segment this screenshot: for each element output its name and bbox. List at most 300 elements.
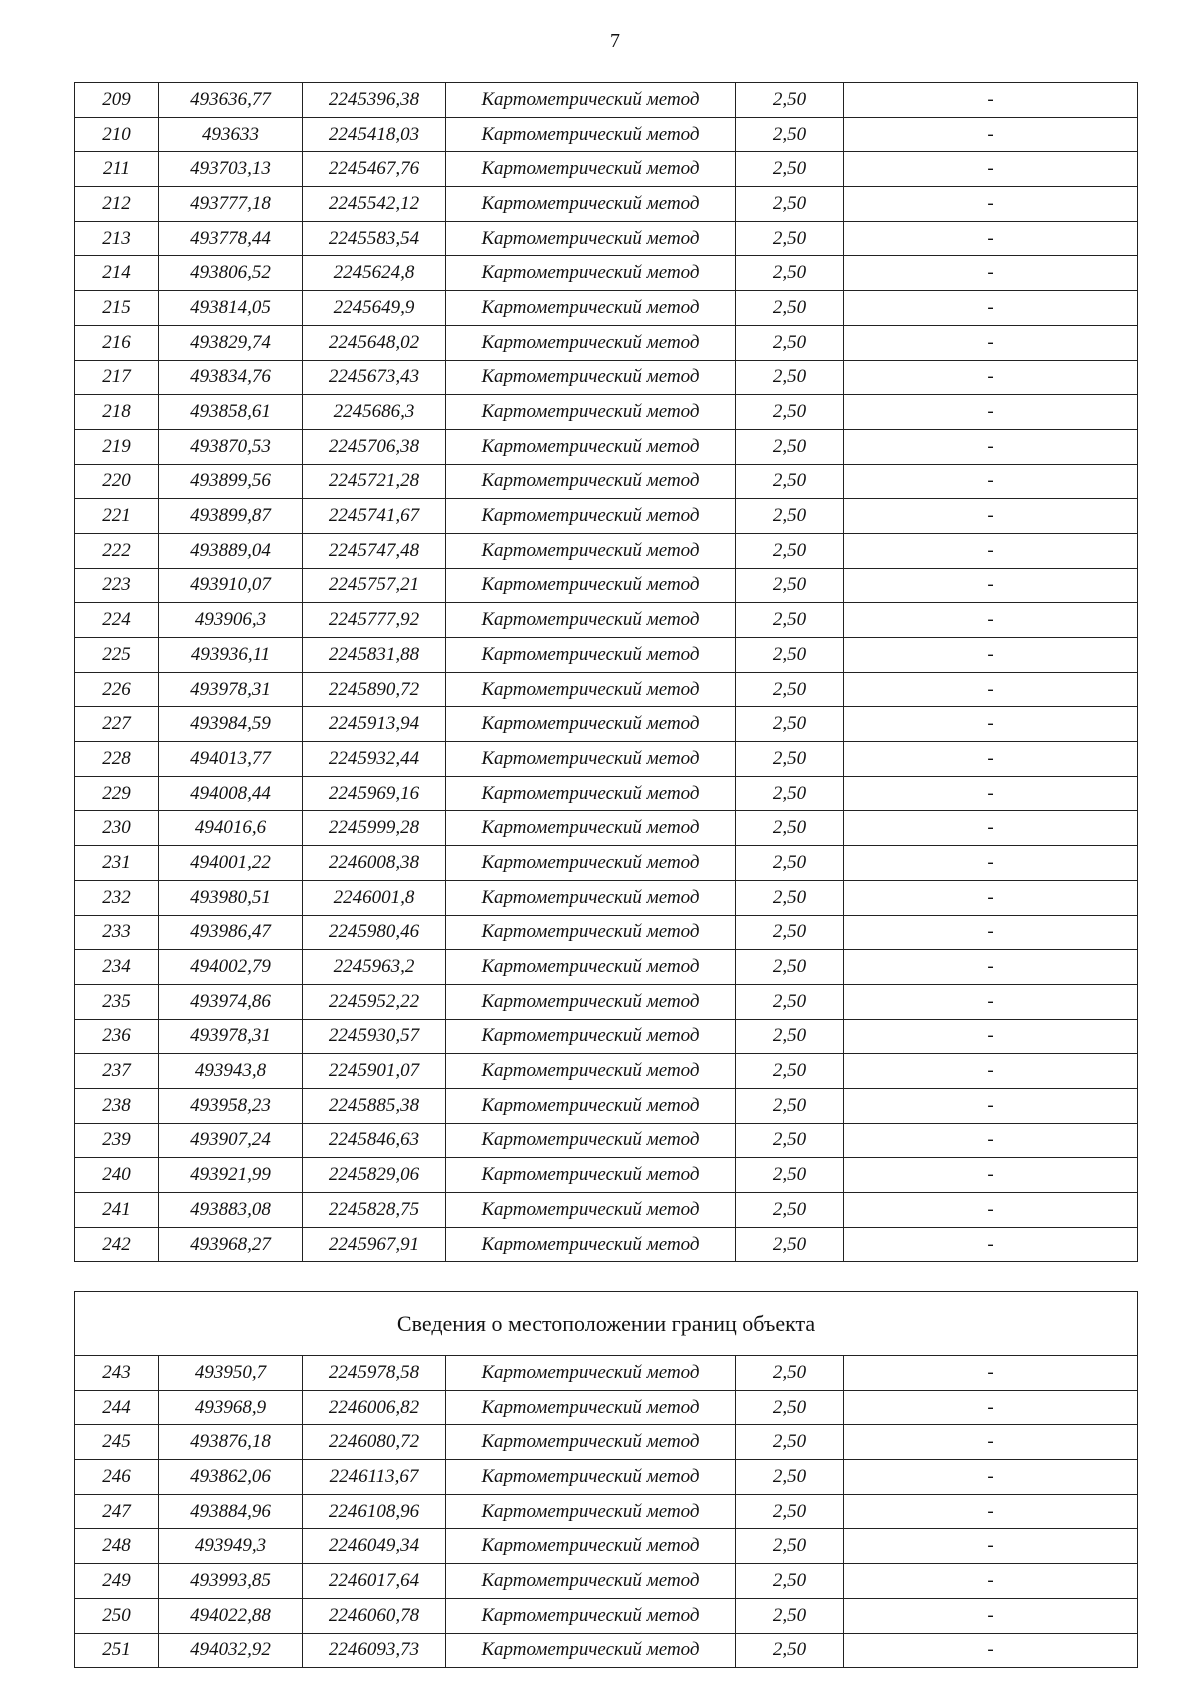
accuracy-cell: 2,50 bbox=[736, 950, 844, 985]
y-coordinate-cell: 2245829,06 bbox=[303, 1158, 446, 1193]
description-cell: - bbox=[844, 429, 1138, 464]
description-cell: - bbox=[844, 256, 1138, 291]
y-coordinate-cell: 2245396,38 bbox=[303, 83, 446, 118]
point-number-cell: 241 bbox=[75, 1193, 159, 1228]
table-row bbox=[75, 429, 1138, 464]
description-cell: - bbox=[844, 117, 1138, 152]
x-coordinate-cell: 493986,47 bbox=[159, 915, 303, 950]
point-number-cell: 230 bbox=[75, 811, 159, 846]
point-number-cell: 220 bbox=[75, 464, 159, 499]
point-number-cell: 238 bbox=[75, 1088, 159, 1123]
table-row bbox=[75, 533, 1138, 568]
x-coordinate-cell: 493876,18 bbox=[159, 1425, 303, 1460]
point-number-cell: 237 bbox=[75, 1054, 159, 1089]
y-coordinate-cell: 2245969,16 bbox=[303, 776, 446, 811]
method-cell: Картометрический метод bbox=[446, 429, 736, 464]
method-cell: Картометрический метод bbox=[446, 152, 736, 187]
accuracy-cell: 2,50 bbox=[736, 1425, 844, 1460]
y-coordinate-cell: 2245583,54 bbox=[303, 221, 446, 256]
y-coordinate-cell: 2245963,2 bbox=[303, 950, 446, 985]
method-cell: Картометрический метод bbox=[446, 638, 736, 673]
method-cell: Картометрический метод bbox=[446, 1390, 736, 1425]
table-row bbox=[75, 1390, 1138, 1425]
method-cell: Картометрический метод bbox=[446, 915, 736, 950]
table-row bbox=[75, 395, 1138, 430]
accuracy-cell: 2,50 bbox=[736, 1356, 844, 1391]
point-number-cell: 225 bbox=[75, 638, 159, 673]
method-cell: Картометрический метод bbox=[446, 1123, 736, 1158]
description-cell: - bbox=[844, 1088, 1138, 1123]
description-cell: - bbox=[844, 742, 1138, 777]
point-number-cell: 229 bbox=[75, 776, 159, 811]
point-number-cell: 245 bbox=[75, 1425, 159, 1460]
table-row bbox=[75, 1123, 1138, 1158]
x-coordinate-cell: 493906,3 bbox=[159, 603, 303, 638]
description-cell: - bbox=[844, 533, 1138, 568]
point-number-cell: 213 bbox=[75, 221, 159, 256]
x-coordinate-cell: 494002,79 bbox=[159, 950, 303, 985]
description-cell: - bbox=[844, 187, 1138, 222]
accuracy-cell: 2,50 bbox=[736, 568, 844, 603]
description-cell: - bbox=[844, 221, 1138, 256]
section-header-row bbox=[75, 1292, 1138, 1356]
method-cell: Картометрический метод bbox=[446, 742, 736, 777]
x-coordinate-cell: 494001,22 bbox=[159, 846, 303, 881]
table-row bbox=[75, 776, 1138, 811]
method-cell: Картометрический метод bbox=[446, 221, 736, 256]
table-row bbox=[75, 1054, 1138, 1089]
method-cell: Картометрический метод bbox=[446, 291, 736, 326]
y-coordinate-cell: 2245721,28 bbox=[303, 464, 446, 499]
y-coordinate-cell: 2246093,73 bbox=[303, 1633, 446, 1668]
y-coordinate-cell: 2246006,82 bbox=[303, 1390, 446, 1425]
x-coordinate-cell: 493899,56 bbox=[159, 464, 303, 499]
accuracy-cell: 2,50 bbox=[736, 1054, 844, 1089]
method-cell: Картометрический метод bbox=[446, 1564, 736, 1599]
point-number-cell: 251 bbox=[75, 1633, 159, 1668]
description-cell: - bbox=[844, 325, 1138, 360]
description-cell: - bbox=[844, 1019, 1138, 1054]
table-row bbox=[75, 1460, 1138, 1495]
accuracy-cell: 2,50 bbox=[736, 707, 844, 742]
method-cell: Картометрический метод bbox=[446, 1494, 736, 1529]
table-row bbox=[75, 1193, 1138, 1228]
accuracy-cell: 2,50 bbox=[736, 152, 844, 187]
description-cell: - bbox=[844, 1564, 1138, 1599]
accuracy-cell: 2,50 bbox=[736, 429, 844, 464]
y-coordinate-cell: 2245978,58 bbox=[303, 1356, 446, 1391]
description-cell: - bbox=[844, 464, 1138, 499]
table-row bbox=[75, 603, 1138, 638]
method-cell: Картометрический метод bbox=[446, 83, 736, 118]
x-coordinate-cell: 493921,99 bbox=[159, 1158, 303, 1193]
y-coordinate-cell: 2245706,38 bbox=[303, 429, 446, 464]
description-cell: - bbox=[844, 395, 1138, 430]
point-number-cell: 227 bbox=[75, 707, 159, 742]
point-number-cell: 214 bbox=[75, 256, 159, 291]
description-cell: - bbox=[844, 1054, 1138, 1089]
table-row bbox=[75, 984, 1138, 1019]
page-number: 7 bbox=[610, 30, 620, 52]
description-cell: - bbox=[844, 846, 1138, 881]
method-cell: Картометрический метод bbox=[446, 395, 736, 430]
accuracy-cell: 2,50 bbox=[736, 499, 844, 534]
point-number-cell: 235 bbox=[75, 984, 159, 1019]
table-row bbox=[75, 221, 1138, 256]
x-coordinate-cell: 493958,23 bbox=[159, 1088, 303, 1123]
accuracy-cell: 2,50 bbox=[736, 880, 844, 915]
accuracy-cell: 2,50 bbox=[736, 256, 844, 291]
accuracy-cell: 2,50 bbox=[736, 1633, 844, 1668]
y-coordinate-cell: 2245999,28 bbox=[303, 811, 446, 846]
y-coordinate-cell: 2245624,8 bbox=[303, 256, 446, 291]
accuracy-cell: 2,50 bbox=[736, 360, 844, 395]
accuracy-cell: 2,50 bbox=[736, 742, 844, 777]
x-coordinate-cell: 493936,11 bbox=[159, 638, 303, 673]
point-number-cell: 218 bbox=[75, 395, 159, 430]
point-number-cell: 228 bbox=[75, 742, 159, 777]
y-coordinate-cell: 2246049,34 bbox=[303, 1529, 446, 1564]
y-coordinate-cell: 2245467,76 bbox=[303, 152, 446, 187]
table-row bbox=[75, 568, 1138, 603]
y-coordinate-cell: 2246113,67 bbox=[303, 1460, 446, 1495]
accuracy-cell: 2,50 bbox=[736, 83, 844, 118]
description-cell: - bbox=[844, 1425, 1138, 1460]
y-coordinate-cell: 2245885,38 bbox=[303, 1088, 446, 1123]
y-coordinate-cell: 2245757,21 bbox=[303, 568, 446, 603]
y-coordinate-cell: 2246060,78 bbox=[303, 1598, 446, 1633]
x-coordinate-cell: 493829,74 bbox=[159, 325, 303, 360]
table-row bbox=[75, 915, 1138, 950]
table-row bbox=[75, 1598, 1138, 1633]
method-cell: Картометрический метод bbox=[446, 1227, 736, 1262]
accuracy-cell: 2,50 bbox=[736, 846, 844, 881]
y-coordinate-cell: 2245980,46 bbox=[303, 915, 446, 950]
description-cell: - bbox=[844, 1123, 1138, 1158]
method-cell: Картометрический метод bbox=[446, 1054, 736, 1089]
x-coordinate-cell: 493968,9 bbox=[159, 1390, 303, 1425]
y-coordinate-cell: 2245673,43 bbox=[303, 360, 446, 395]
x-coordinate-cell: 493949,3 bbox=[159, 1529, 303, 1564]
y-coordinate-cell: 2245741,67 bbox=[303, 499, 446, 534]
accuracy-cell: 2,50 bbox=[736, 1088, 844, 1123]
accuracy-cell: 2,50 bbox=[736, 1598, 844, 1633]
point-number-cell: 209 bbox=[75, 83, 159, 118]
y-coordinate-cell: 2245747,48 bbox=[303, 533, 446, 568]
method-cell: Картометрический метод bbox=[446, 1158, 736, 1193]
table-row bbox=[75, 1529, 1138, 1564]
x-coordinate-cell: 493910,07 bbox=[159, 568, 303, 603]
x-coordinate-cell: 493993,85 bbox=[159, 1564, 303, 1599]
description-cell: - bbox=[844, 1158, 1138, 1193]
y-coordinate-cell: 2245846,63 bbox=[303, 1123, 446, 1158]
x-coordinate-cell: 493636,77 bbox=[159, 83, 303, 118]
description-cell: - bbox=[844, 984, 1138, 1019]
x-coordinate-cell: 493883,08 bbox=[159, 1193, 303, 1228]
point-number-cell: 239 bbox=[75, 1123, 159, 1158]
table-row bbox=[75, 638, 1138, 673]
point-number-cell: 223 bbox=[75, 568, 159, 603]
table-row bbox=[75, 291, 1138, 326]
method-cell: Картометрический метод bbox=[446, 1088, 736, 1123]
description-cell: - bbox=[844, 152, 1138, 187]
method-cell: Картометрический метод bbox=[446, 603, 736, 638]
accuracy-cell: 2,50 bbox=[736, 1564, 844, 1599]
x-coordinate-cell: 493884,96 bbox=[159, 1494, 303, 1529]
method-cell: Картометрический метод bbox=[446, 117, 736, 152]
y-coordinate-cell: 2245913,94 bbox=[303, 707, 446, 742]
method-cell: Картометрический метод bbox=[446, 1019, 736, 1054]
description-cell: - bbox=[844, 1193, 1138, 1228]
accuracy-cell: 2,50 bbox=[736, 291, 844, 326]
x-coordinate-cell: 493870,53 bbox=[159, 429, 303, 464]
accuracy-cell: 2,50 bbox=[736, 221, 844, 256]
method-cell: Картометрический метод bbox=[446, 533, 736, 568]
x-coordinate-cell: 493968,27 bbox=[159, 1227, 303, 1262]
x-coordinate-cell: 493806,52 bbox=[159, 256, 303, 291]
y-coordinate-cell: 2245418,03 bbox=[303, 117, 446, 152]
description-cell: - bbox=[844, 1494, 1138, 1529]
y-coordinate-cell: 2245930,57 bbox=[303, 1019, 446, 1054]
accuracy-cell: 2,50 bbox=[736, 1019, 844, 1054]
table-row bbox=[75, 1019, 1138, 1054]
x-coordinate-cell: 493633 bbox=[159, 117, 303, 152]
description-cell: - bbox=[844, 707, 1138, 742]
method-cell: Картометрический метод bbox=[446, 568, 736, 603]
table-row bbox=[75, 1494, 1138, 1529]
table-row bbox=[75, 117, 1138, 152]
x-coordinate-cell: 493978,31 bbox=[159, 1019, 303, 1054]
table-row bbox=[75, 707, 1138, 742]
accuracy-cell: 2,50 bbox=[736, 915, 844, 950]
point-number-cell: 250 bbox=[75, 1598, 159, 1633]
boundary-coordinates-table bbox=[74, 1291, 1138, 1668]
y-coordinate-cell: 2246001,8 bbox=[303, 880, 446, 915]
x-coordinate-cell: 494013,77 bbox=[159, 742, 303, 777]
accuracy-cell: 2,50 bbox=[736, 533, 844, 568]
method-cell: Картометрический метод bbox=[446, 1529, 736, 1564]
description-cell: - bbox=[844, 83, 1138, 118]
point-number-cell: 240 bbox=[75, 1158, 159, 1193]
description-cell: - bbox=[844, 291, 1138, 326]
method-cell: Картометрический метод bbox=[446, 499, 736, 534]
method-cell: Картометрический метод bbox=[446, 325, 736, 360]
table-row bbox=[75, 464, 1138, 499]
accuracy-cell: 2,50 bbox=[736, 1123, 844, 1158]
description-cell: - bbox=[844, 776, 1138, 811]
x-coordinate-cell: 493814,05 bbox=[159, 291, 303, 326]
table-row bbox=[75, 1158, 1138, 1193]
method-cell: Картометрический метод bbox=[446, 1633, 736, 1668]
method-cell: Картометрический метод bbox=[446, 811, 736, 846]
table-row bbox=[75, 811, 1138, 846]
y-coordinate-cell: 2245777,92 bbox=[303, 603, 446, 638]
table-row bbox=[75, 1227, 1138, 1262]
table-row bbox=[75, 325, 1138, 360]
point-number-cell: 212 bbox=[75, 187, 159, 222]
x-coordinate-cell: 493980,51 bbox=[159, 880, 303, 915]
y-coordinate-cell: 2245952,22 bbox=[303, 984, 446, 1019]
y-coordinate-cell: 2246108,96 bbox=[303, 1494, 446, 1529]
x-coordinate-cell: 493858,61 bbox=[159, 395, 303, 430]
y-coordinate-cell: 2245828,75 bbox=[303, 1193, 446, 1228]
point-number-cell: 226 bbox=[75, 672, 159, 707]
coordinates-table bbox=[74, 82, 1138, 1262]
method-cell: Картометрический метод bbox=[446, 256, 736, 291]
accuracy-cell: 2,50 bbox=[736, 776, 844, 811]
table-row bbox=[75, 1564, 1138, 1599]
accuracy-cell: 2,50 bbox=[736, 1529, 844, 1564]
method-cell: Картометрический метод bbox=[446, 984, 736, 1019]
description-cell: - bbox=[844, 811, 1138, 846]
accuracy-cell: 2,50 bbox=[736, 1158, 844, 1193]
method-cell: Картометрический метод bbox=[446, 360, 736, 395]
method-cell: Картометрический метод bbox=[446, 1356, 736, 1391]
accuracy-cell: 2,50 bbox=[736, 1193, 844, 1228]
description-cell: - bbox=[844, 950, 1138, 985]
point-number-cell: 243 bbox=[75, 1356, 159, 1391]
method-cell: Картометрический метод bbox=[446, 1193, 736, 1228]
description-cell: - bbox=[844, 360, 1138, 395]
y-coordinate-cell: 2245890,72 bbox=[303, 672, 446, 707]
x-coordinate-cell: 494008,44 bbox=[159, 776, 303, 811]
point-number-cell: 210 bbox=[75, 117, 159, 152]
point-number-cell: 221 bbox=[75, 499, 159, 534]
x-coordinate-cell: 493974,86 bbox=[159, 984, 303, 1019]
y-coordinate-cell: 2245831,88 bbox=[303, 638, 446, 673]
accuracy-cell: 2,50 bbox=[736, 603, 844, 638]
method-cell: Картометрический метод bbox=[446, 1598, 736, 1633]
y-coordinate-cell: 2246017,64 bbox=[303, 1564, 446, 1599]
method-cell: Картометрический метод bbox=[446, 672, 736, 707]
x-coordinate-cell: 494022,88 bbox=[159, 1598, 303, 1633]
x-coordinate-cell: 493899,87 bbox=[159, 499, 303, 534]
accuracy-cell: 2,50 bbox=[736, 984, 844, 1019]
table-row bbox=[75, 1425, 1138, 1460]
point-number-cell: 242 bbox=[75, 1227, 159, 1262]
point-number-cell: 234 bbox=[75, 950, 159, 985]
description-cell: - bbox=[844, 1529, 1138, 1564]
method-cell: Картометрический метод bbox=[446, 950, 736, 985]
accuracy-cell: 2,50 bbox=[736, 395, 844, 430]
table-row bbox=[75, 880, 1138, 915]
y-coordinate-cell: 2245649,9 bbox=[303, 291, 446, 326]
accuracy-cell: 2,50 bbox=[736, 187, 844, 222]
description-cell: - bbox=[844, 880, 1138, 915]
point-number-cell: 216 bbox=[75, 325, 159, 360]
description-cell: - bbox=[844, 1356, 1138, 1391]
point-number-cell: 249 bbox=[75, 1564, 159, 1599]
description-cell: - bbox=[844, 1390, 1138, 1425]
accuracy-cell: 2,50 bbox=[736, 1227, 844, 1262]
method-cell: Картометрический метод bbox=[446, 464, 736, 499]
x-coordinate-cell: 493703,13 bbox=[159, 152, 303, 187]
accuracy-cell: 2,50 bbox=[736, 638, 844, 673]
x-coordinate-cell: 493777,18 bbox=[159, 187, 303, 222]
y-coordinate-cell: 2245686,3 bbox=[303, 395, 446, 430]
table-row bbox=[75, 499, 1138, 534]
table-row bbox=[75, 187, 1138, 222]
section-header: Сведения о местоположении границ объекта bbox=[75, 1292, 1138, 1356]
table-row bbox=[75, 672, 1138, 707]
y-coordinate-cell: 2246008,38 bbox=[303, 846, 446, 881]
method-cell: Картометрический метод bbox=[446, 846, 736, 881]
x-coordinate-cell: 494016,6 bbox=[159, 811, 303, 846]
x-coordinate-cell: 493778,44 bbox=[159, 221, 303, 256]
table-row bbox=[75, 152, 1138, 187]
description-cell: - bbox=[844, 568, 1138, 603]
description-cell: - bbox=[844, 1598, 1138, 1633]
point-number-cell: 219 bbox=[75, 429, 159, 464]
accuracy-cell: 2,50 bbox=[736, 672, 844, 707]
description-cell: - bbox=[844, 672, 1138, 707]
description-cell: - bbox=[844, 638, 1138, 673]
method-cell: Картометрический метод bbox=[446, 1460, 736, 1495]
point-number-cell: 222 bbox=[75, 533, 159, 568]
x-coordinate-cell: 493943,8 bbox=[159, 1054, 303, 1089]
y-coordinate-cell: 2245542,12 bbox=[303, 187, 446, 222]
description-cell: - bbox=[844, 499, 1138, 534]
method-cell: Картометрический метод bbox=[446, 776, 736, 811]
point-number-cell: 236 bbox=[75, 1019, 159, 1054]
table-row bbox=[75, 83, 1138, 118]
point-number-cell: 211 bbox=[75, 152, 159, 187]
method-cell: Картометрический метод bbox=[446, 187, 736, 222]
x-coordinate-cell: 494032,92 bbox=[159, 1633, 303, 1668]
table-row bbox=[75, 1633, 1138, 1668]
point-number-cell: 247 bbox=[75, 1494, 159, 1529]
accuracy-cell: 2,50 bbox=[736, 1390, 844, 1425]
description-cell: - bbox=[844, 915, 1138, 950]
point-number-cell: 246 bbox=[75, 1460, 159, 1495]
y-coordinate-cell: 2245648,02 bbox=[303, 325, 446, 360]
table-row bbox=[75, 1356, 1138, 1391]
x-coordinate-cell: 493834,76 bbox=[159, 360, 303, 395]
y-coordinate-cell: 2245932,44 bbox=[303, 742, 446, 777]
x-coordinate-cell: 493950,7 bbox=[159, 1356, 303, 1391]
accuracy-cell: 2,50 bbox=[736, 1494, 844, 1529]
table-row bbox=[75, 846, 1138, 881]
point-number-cell: 248 bbox=[75, 1529, 159, 1564]
point-number-cell: 232 bbox=[75, 880, 159, 915]
point-number-cell: 231 bbox=[75, 846, 159, 881]
point-number-cell: 233 bbox=[75, 915, 159, 950]
accuracy-cell: 2,50 bbox=[736, 464, 844, 499]
accuracy-cell: 2,50 bbox=[736, 1460, 844, 1495]
description-cell: - bbox=[844, 603, 1138, 638]
accuracy-cell: 2,50 bbox=[736, 325, 844, 360]
description-cell: - bbox=[844, 1633, 1138, 1668]
table-row bbox=[75, 950, 1138, 985]
description-cell: - bbox=[844, 1227, 1138, 1262]
accuracy-cell: 2,50 bbox=[736, 811, 844, 846]
x-coordinate-cell: 493984,59 bbox=[159, 707, 303, 742]
table-row bbox=[75, 1088, 1138, 1123]
point-number-cell: 224 bbox=[75, 603, 159, 638]
point-number-cell: 215 bbox=[75, 291, 159, 326]
y-coordinate-cell: 2246080,72 bbox=[303, 1425, 446, 1460]
table-row bbox=[75, 742, 1138, 777]
description-cell: - bbox=[844, 1460, 1138, 1495]
x-coordinate-cell: 493978,31 bbox=[159, 672, 303, 707]
method-cell: Картометрический метод bbox=[446, 1425, 736, 1460]
y-coordinate-cell: 2245901,07 bbox=[303, 1054, 446, 1089]
table-row bbox=[75, 256, 1138, 291]
x-coordinate-cell: 493889,04 bbox=[159, 533, 303, 568]
method-cell: Картометрический метод bbox=[446, 707, 736, 742]
point-number-cell: 217 bbox=[75, 360, 159, 395]
x-coordinate-cell: 493907,24 bbox=[159, 1123, 303, 1158]
